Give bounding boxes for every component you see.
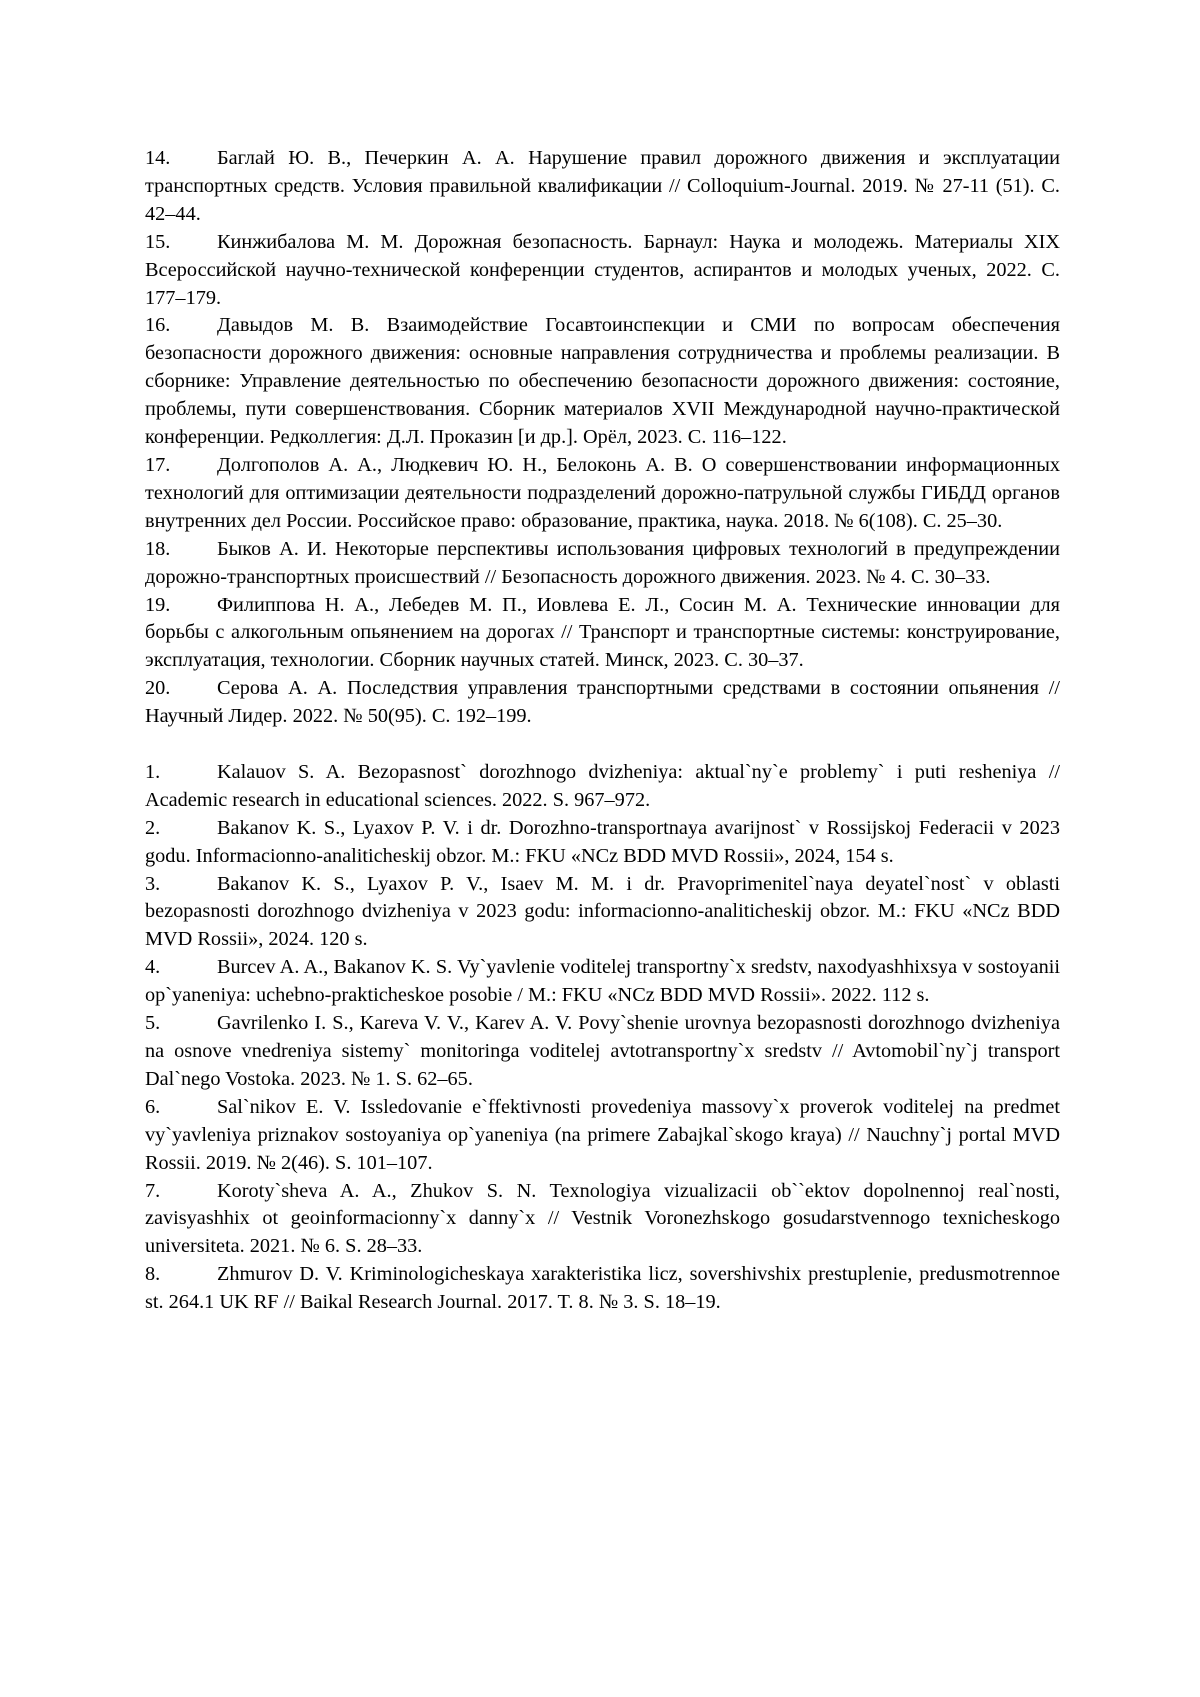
reference-number: 5.: [145, 1012, 161, 1035]
reference-number: 4.: [145, 956, 161, 979]
reference-text: Burcev A. A., Bakanov K. S. Vy`yavlenie voditelej transportny`x sredstv, naxodyashhixsya v sostoyanii op`yaneniya: uchebno-prakticheskoe posobie / M.: FKU «NCz BDD MVD Rossii». 2022. 112 s.: [145, 956, 1060, 1007]
reference-text: Gavrilenko I. S., Kareva V. V., Karev A. V. Povy`shenie urovnya bezopasnosti dorozhnogo dvizheniya na osnove vnedreniya sistemy` monitoringa voditelej avtotransportny`x sredstv // Avtomobil`ny`j transport Dal`nego Vostoka. 2023. № 1. S. 62–65.: [145, 1012, 1060, 1090]
reference-number: 7.: [145, 1179, 161, 1202]
reference-item: [145, 759, 1060, 815]
reference-item: [145, 536, 1060, 592]
reference-item: [145, 1094, 1060, 1178]
reference-text: Филиппова Н. А., Лебедев М. П., Иовлева Е. Л., Сосин М. А. Технические инновации для борьбы с алкогольным опьянением на дорогах // Транспорт и транспортные системы: конструирование, эксплуатация, технологии. Сборник научных статей. Минск, 2023. С. 30–37.: [145, 593, 1060, 672]
reference-text: Баглай Ю. В., Печеркин А. А. Нарушение правил дорожного движения и эксплуатации транспортных средств. Условия правильной квалификации // Colloquium-Journal. 2019. № 27-11 (51). С. 42–44.: [145, 147, 1060, 225]
reference-item: [145, 452, 1060, 536]
reference-text: Kalauov S. A. Bezopasnost` dorozhnogo dvizheniya: aktual`ny`e problemy` i puti resheniya // Academic research in educational sciences. 2022. S. 967–972.: [145, 760, 1060, 811]
reference-number: 15.: [145, 230, 171, 253]
reference-number: 8.: [145, 1263, 161, 1286]
reference-list-russian: [145, 145, 1060, 731]
reference-list-transliterated: [145, 759, 1060, 1317]
reference-number: 18.: [145, 537, 171, 560]
reference-number: 20.: [145, 677, 171, 700]
reference-text: Долгополов А. А., Людкевич Ю. Н., Белоконь А. В. О совершенствовании информационных технологий для оптимизации деятельности подразделений дорожно-патрульной службы ГИБДД органов внутренних дел России. Российское право: образование, практика, наука. 2018. № 6(108). С. 25–30.: [145, 453, 1060, 532]
reference-number: 3.: [145, 872, 161, 895]
reference-item: [145, 954, 1060, 1010]
section-spacer: [145, 731, 1060, 759]
reference-text: Bakanov K. S., Lyaxov P. V. i dr. Dorozhno-transportnaya avarijnost` v Rossijskoj Federacii v 2023 godu. Informacionno-analiticheskij obzor. M.: FKU «NCz BDD MVD Rossii», 2024, 154 s.: [145, 816, 1060, 867]
reference-item: [145, 312, 1060, 452]
reference-item: [145, 675, 1060, 731]
reference-text: Sal`nikov E. V. Issledovanie e`ffektivnosti provedeniya massovy`x proverok voditelej na predmet vy`yavleniya priznakov sostoyaniya op`yaneniya (na primere Zabajkal`skogo kraya) // Nauchny`j portal MVD Rossii. 2019. № 2(46). S. 101–107.: [145, 1095, 1060, 1174]
reference-text: Zhmurov D. V. Kriminologicheskaya xarakteristika licz, sovershivshix prestuplenie, predusmotrennoe st. 264.1 UK RF // Baikal Research Journal. 2017. T. 8. № 3. S. 18–19.: [145, 1263, 1060, 1314]
reference-item: [145, 592, 1060, 676]
reference-number: 1.: [145, 760, 161, 783]
reference-item: [145, 145, 1060, 229]
reference-number: 19.: [145, 593, 171, 616]
reference-item: [145, 871, 1060, 955]
reference-number: 2.: [145, 816, 161, 839]
reference-text: Серова А. А. Последствия управления транспортными средствами в состоянии опьянения // Научный Лидер. 2022. № 50(95). С. 192–199.: [145, 677, 1060, 728]
reference-text: Bakanov K. S., Lyaxov P. V., Isaev M. M. i dr. Pravoprimenitel`naya deyatel`nost` v oblasti bezopasnosti dorozhnogo dvizheniya v 2023 godu: informacionno-analiticheskij obzor. M.: FKU «NCz BDD MVD Rossii», 2024. 120 s.: [145, 872, 1060, 951]
reference-number: 16.: [145, 314, 171, 337]
reference-text: Кинжибалова М. М. Дорожная безопасность. Барнаул: Наука и молодежь. Материалы XIX Всероссийской научно-технической конференции студентов, аспирантов и молодых ученых, 2022. С. 177–179.: [145, 230, 1060, 309]
reference-text: Koroty`sheva A. A., Zhukov S. N. Texnologiya vizualizacii ob``ektov dopolnennoj real`nosti, zavisyashhix ot geoinformacionny`x danny`x // Vestnik Voronezhskogo gosudarstvennogo texnicheskogo universiteta. 2021. № 6. S. 28–33.: [145, 1179, 1060, 1258]
reference-item: [145, 1010, 1060, 1094]
reference-number: 14.: [145, 147, 171, 169]
reference-item: [145, 1178, 1060, 1262]
reference-item: [145, 815, 1060, 871]
reference-number: 17.: [145, 453, 171, 476]
reference-item: [145, 1261, 1060, 1317]
reference-number: 6.: [145, 1095, 161, 1118]
reference-text: Быков А. И. Некоторые перспективы использования цифровых технологий в предупреждении дорожно-транспортных происшествий // Безопасность дорожного движения. 2023. № 4. С. 30–33.: [145, 537, 1060, 588]
reference-item: [145, 229, 1060, 313]
document-page: [145, 145, 1060, 1317]
reference-text: Давыдов М. В. Взаимодействие Госавтоинспекции и СМИ по вопросам обеспечения безопасности дорожного движения: основные направления сотрудничества и проблемы реализации. В сборнике: Управление деятельностью по обеспечению безопасности дорожного движения: состояние, проблемы, пути совершенствования. Сборник материалов XVII Международной научно-практической конференции. Редколлегия: Д.Л. Проказин [и др.]. Орёл, 2023. С. 116–122.: [145, 314, 1060, 449]
